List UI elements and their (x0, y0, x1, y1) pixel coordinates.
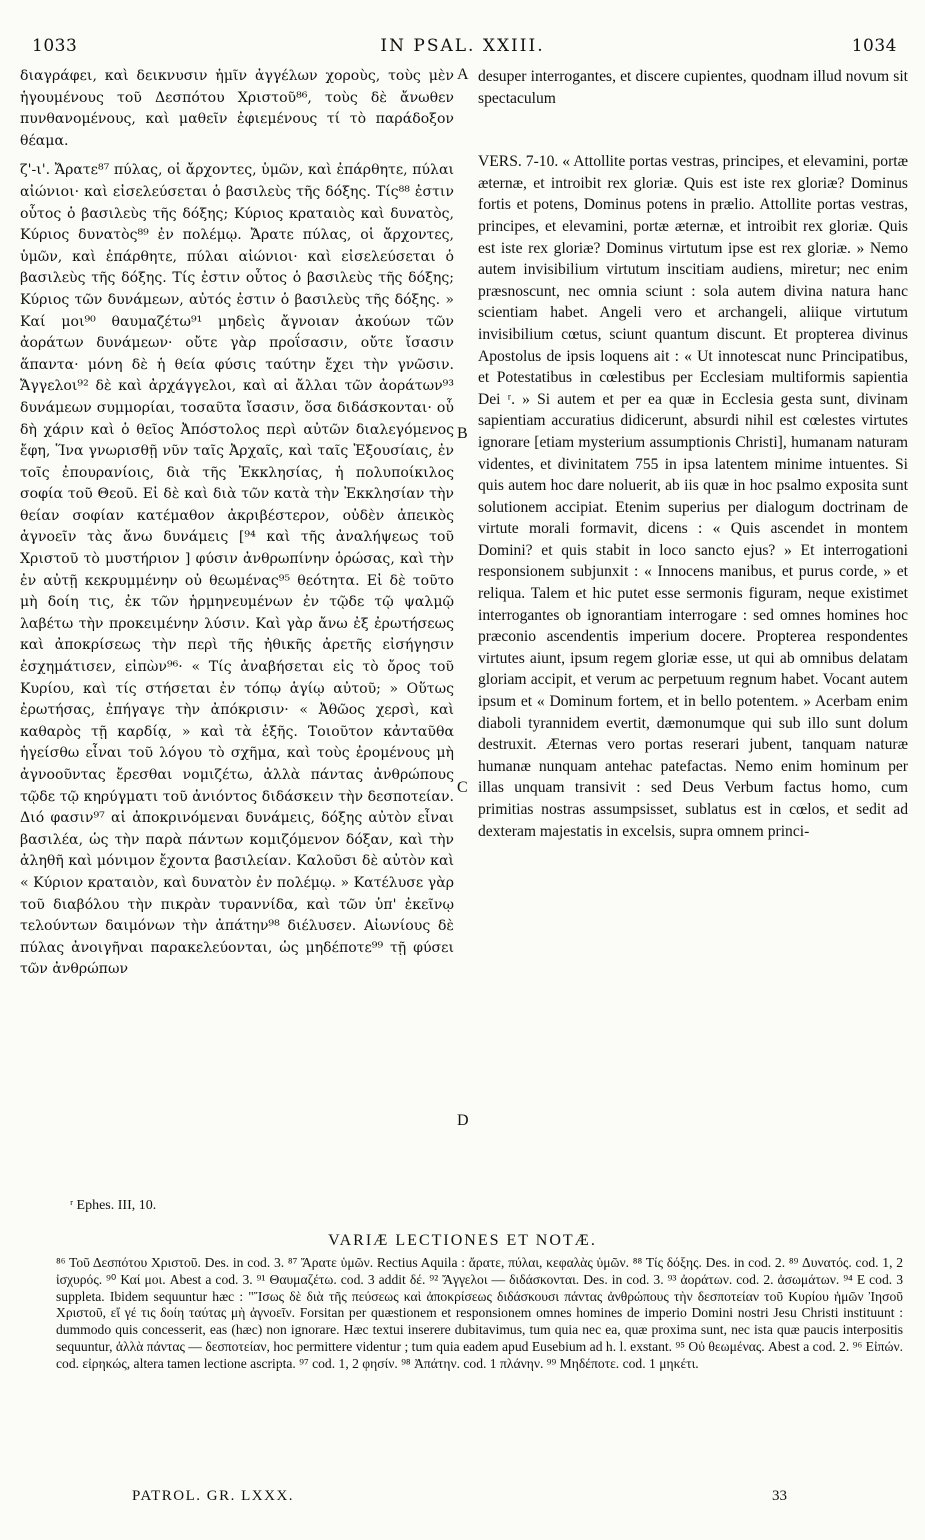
margin-marker-a: A (457, 66, 469, 83)
latin-column (478, 66, 908, 842)
variae-lectiones-notes (56, 1255, 903, 1373)
page-number-left: 1033 (32, 36, 78, 56)
greek-paragraph-2: ζ'-ι'. Ἄρατε⁸⁷ πύλας, οἱ ἄρχοντες, ὑμῶν, καὶ ἐπάρθητε, πύλαι αἰώνιοι· καὶ εἰσελεύσεται ὁ βασιλεὺς τῆς δόξης. Τίς⁸⁸ ἐστιν οὗτος ὁ βασιλεὺς τῆς δόξης; Κύριος κραταιὸς καὶ δυνατὸς, Κύριος δυνατὸς⁸⁹ ἐν πολέμῳ. Ἄρατε πύλας, οἱ ἄρχοντες, ὑμῶν, καὶ ἐπάρθητε, πύλαι αἰώνιοι· καὶ εἰσελεύσεται ὁ βασιλεὺς τῆς δόξης. Τίς ἐστιν οὗτος ὁ βασιλεὺς τῆς δόξης; Κύριος τῶν δυνάμεων, αὐτός ἐστιν ὁ βασιλεὺς τῆς δόξης. » Καί μοι⁹⁰ θαυμαζέτω⁹¹ μηδεὶς ἄγνοιαν ἀκούων τῶν ἀοράτων δυνάμεων· οὔτε γὰρ προΐσασιν, οὔτε ἴσασιν ἅπαντα· μόνη δὲ ἡ θεία φύσις ταύτην ἔχει τὴν γνῶσιν. Ἄγγελοι⁹² δὲ καὶ ἀρχάγγελοι, καὶ αἱ ἄλλαι τῶν ἀοράτων⁹³ δυνάμεων συμμορίαι, τοσαῦτα ἴσασιν, ὅσα διδάσκονται· οὗ δὴ χάριν καὶ ὁ θεῖος Ἀπόστολος περὶ αὐτῶν διαλεγόμενος ἔφη, Ἵνα γνωρισθῇ νῦν ταῖς Ἀρχαῖς, καὶ ταῖς Ἐξουσίαις, ἐν τοῖς ἐπουρανίοις, διὰ τῆς Ἐκκλησίας, ἡ πολυποίκιλος σοφία τοῦ Θεοῦ. Εἰ δὲ καὶ διὰ τῶν κατὰ τὴν Ἐκκλησίαν τὴν θείαν σοφίαν κατέμαθον ἀκριβέστερον, οὐδὲν ἀπεικὸς ἀγνοεῖν τὰς ἄνω δυνάμεις [⁹⁴ καὶ τῆς ἀναλήψεως τοῦ Χριστοῦ τὸ μυστήριον ] φύσιν ἀνθρωπίνην ὁρώσας, καὶ τὴν ἐν αὐτῇ κεκρυμμένην οὐ θεωμένας⁹⁵ θεότητα. Εἰ δὲ τοῦτο μὴ δοίη τις, ἐκ τῶν ἡρμηνευμένων ἐν τῷδε τῷ ψαλμῷ λαβέτω τὴν προκειμένην λύσιν. Καὶ γὰρ ἄνω ἐξ ἐρωτήσεως καὶ ἀποκρίσεως τὴν περὶ τῆς ἠθικῆς ἀρετῆς εἰσήγησιν ἐσχημάτισεν, εἰπὼν⁹⁶· « Τίς ἀναβήσεται εἰς τὸ ὄρος τοῦ Κυρίου, καὶ τίς στήσεται ἐν τόπῳ ἁγίῳ αὐτοῦ; » Οὕτως ἐρωτήσας, ἐπήγαγε τὴν ἀπόκρισιν· « Ἀθῶος χερσὶ, καὶ καθαρὸς τῇ καρδίᾳ, » καὶ τὰ ἑξῆς. Τοιοῦτον κἀνταῦθα ἡγείσθω εἶναι τοῦ λόγου τὸ σχῆμα, καὶ τοὺς ἐρομένους μὴ ἀγνοοῦντας ἔρεσθαι νομιζέτω, ἀλλὰ πάντας ἀνθρώπους τῷδε τῷ κηρύγματι τοῦ ἀνιόντος διδάσκειν τὴν δεσποτείαν. Διό φασιν⁹⁷ αἱ ἀποκρινόμεναι δυνάμεις, δόξης αὐτὸν εἶναι βασιλέα, ὡς τὴν παρὰ πάντων κομιζόμενον δόξαν, καὶ τὴν ἀληθῆ καὶ μόνιμον ἔχοντα βασιλείαν. Καλοῦσι δὲ αὐτὸν καὶ « Κύριον κραταιὸν, καὶ δυνατὸν ἐν πολέμῳ. » Κατέλυσε γὰρ τοῦ διαβόλου τὴν πικρὰν τυραννίδα, καὶ τῶν ὑπ' ἐκεῖνῳ τελούντων δαιμόνων τὴν ἀπάτην⁹⁸ διέλυσεν. Αἰωνίους δὲ πύλας ἀνοιγῆναι παρακελεύονται, ὡς μηδέποτε⁹⁹ τῇ φύσει τῶν ἀνθρώπων (20, 162, 454, 978)
footer-signature: 33 (772, 1488, 787, 1504)
scripture-footnote: ʳ Ephes. III, 10. (70, 1198, 157, 1213)
greek-paragraph-1: διαγράφει, καὶ δεικνυσιν ἡμῖν ἀγγέλων χοροὺς, τοὺς μὲν ἡγουμένους τοῦ Δεσπότου Χριστοῦ⁸⁶, τοὺς δὲ ἄνωθεν πυνθανομένους, καὶ μαθεῖν ἐφιεμένους τί τὸ παράδοξον θέαμα. (20, 68, 454, 149)
page-number-right: 1034 (851, 36, 897, 56)
margin-marker-b: B (457, 425, 468, 442)
running-title: IN PSAL. XXIII. (380, 36, 545, 56)
variae-lectiones-title: VARIÆ LECTIONES ET NOTÆ. (328, 1232, 597, 1249)
notes-text: ⁸⁶ Τοῦ Δεσπότου Χριστοῦ. Des. in cod. 3. ⁸⁷ Ἄρατε ὑμῶν. Rectius Aquila : ἄρατε, πύλαι, κεφαλὰς ὑμῶν. ⁸⁸ Τίς δόξης. Des. in cod. 2. ⁸⁹ Δυνατός. cod. 1, 2 ἰσχυρός. ⁹⁰ Καί μοι. Abest a cod. 3. ⁹¹ Θαυμαζέτω. cod. 3 addit δέ. ⁹² Ἄγγελοι — διδάσκονται. Des. in cod. 3. ⁹³ ἀοράτων. cod. 2. ἀσωμάτων. ⁹⁴ E cod. 3 suppleta. Ibidem sequuntur hæc : "Ἴσως δὲ διὰ τῆς πεύσεως καὶ ἀποκρίσεως διδάσκουσι πάντας ἀνθρώπους τὴν δεσποτείαν τοῦ Κυρίου ἡμῶν Ἰησοῦ Χριστοῦ, εἴ γέ τις δοίη ταύτας μὴ ἀγνοεῖν. Forsitan per quæstionem et responsionem omnes homines de imperio Domini nostri Jesu Christi instituunt : dummodo quis concesserit, eas (hæc) non ignorare. Hæc textui inserere dubitavimus, tum quia nec ea, quæ proxima sunt, nec ista quæ paucis interpositis sequuntur, ἀλλὰ πάντας — δεσποτείαν, hoc permittere videntur ; tum quia eadem apud Eusebium ad h. l. exstant. ⁹⁵ Οὐ θεωμένας. Abest a cod. 2. ⁹⁶ Εἰπών. cod. εἰρηκώς, altera tamen lectione ascripta. ⁹⁷ cod. 1, 2 φησίν. ⁹⁸ Ἀπάτην. cod. 1 πλάνην. ⁹⁹ Μηδέποτε. cod. 1 μηκέτι. (56, 1255, 903, 1371)
latin-paragraph-2: VERS. 7-10. « Attollite portas vestras, principes, et elevamini, portæ æternæ, et introibit rex gloriæ. Quis est iste rex gloriæ? Dominus fortis et potens, Dominus potens in prælio. Attollite portas vestras, principes, et elevamini, portæ æternæ, et introibit rex gloriæ. Quis est iste rex gloriæ? Dominus virtutum ipse est rex gloriæ. » Nemo autem invisibilium virtutum inscitiam audiens, miretur; nec enim præsnoscunt, nec omnia sciunt : sola autem divina natura hanc scientiam habet. Angeli vero et archangeli, aliique virtutum invisibilium cœtus, sciunt quantum discunt. Et propterea divinus Apostolus de ipsis loquens ait : « Ut innotescat nunc Principatibus, et Potestatibus in cœlestibus per Ecclesiam multiformis sapientia Dei ʳ. » Si autem et per ea quæ in Ecclesia gesta sunt, divinam sapientiam accuratius didicerunt, absurdi nihil est cœlestes virtutes ignorare [etiam mysterium assumptionis Christi], humanam naturam videntes, et divinitatem 755 in ipsa latentem minime intuentes. Si quis autem hoc dare noluerit, ab iis quæ in hoc psalmo exposita sunt solutionem accipiat. Etenim superius per dialogum doctrinam de virtute morali formavit, dicens : « Quis ascendet in montem Domini? et quis stabit in loco sancto ejus? » Et interrogationi responsionem subjunxit : « Innocens manibus, et purus corde, » et reliqua. Talem et hic putet esse sermonis figuram, neque existimet interrogantes ob ignorantiam interrogare : sed omnes homines hoc præconio ascendentis imperium docere. Propterea respondentes virtutes aiunt, ipsum regem gloriæ esse, ut qui ab omnibus delatam gloriam accipit, et verum ac perpetuum regnum habet. Vocant autem ipsum et « Dominum fortem, et in bello potentem. » Acerbam enim diaboli tyrannidem evertit, dæmonumque qui sub illo sunt dolum destruxit. Æternas vero portas reserari jubent, tanquam naturæ humanæ nunquam antehac patefactas. Nemo enim hominum per illas unquam transivit : sed Deus Verbum factus homo, cum primitias nostras assumpsisset, sublatus est in cœlos, et sedit ad dexteram majestatis in excelsis, supra omnem princi- (478, 153, 908, 840)
greek-column (20, 66, 454, 981)
margin-marker-c: C (457, 779, 468, 796)
margin-marker-d: D (457, 1112, 469, 1129)
footer-series: PATROL. GR. LXXX. (132, 1488, 295, 1504)
page-header (22, 36, 903, 60)
latin-paragraph-1: desuper interrogantes, et discere cupientes, quodnam illud novum sit spectaculum (478, 68, 908, 107)
